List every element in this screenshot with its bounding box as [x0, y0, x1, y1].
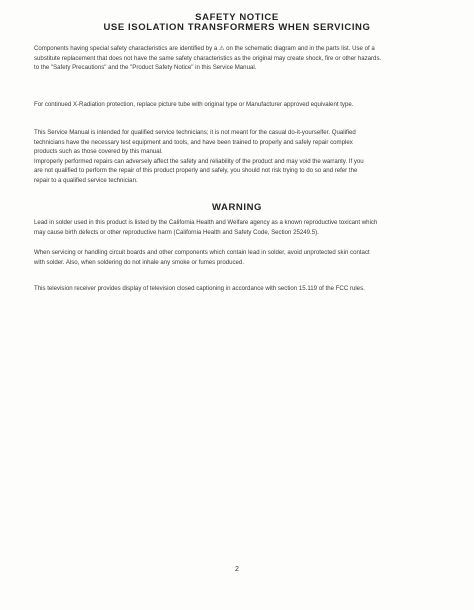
text-line: This Service Manual is intended for qualified service technicians; it is not meant for the casual do-it-yourselfer. Qualified: [34, 129, 356, 136]
warning-paragraph-soldering: [34, 248, 446, 267]
text-line: Lead in solder used in this product is listed by the California Health and Welfare agency as a known reproductive toxicant which: [34, 219, 378, 226]
page-number: 2: [235, 566, 239, 573]
notice-paragraph-captioning: [34, 284, 446, 294]
text-line: with solder. Also, when soldering do not inhale any smoke or fumes produced.: [34, 258, 245, 266]
text-line: repair to a qualified service technician.: [34, 176, 138, 184]
text-line: may cause birth defects or other reproductive harm (California Health and Safety Code, Section 25249.5).: [34, 228, 319, 236]
safety-paragraph-xradiation: [34, 100, 446, 110]
safety-paragraph-components: [34, 44, 446, 73]
text-line: Components having special safety characteristics are identified by a ⚠ on the schematic diagram and in the parts list. Use of a: [34, 45, 375, 52]
safety-paragraph-qualified: [34, 128, 446, 186]
text-line: When servicing or handling circuit boards and other components which contain lead in solder, avoid unprotected skin contact: [34, 249, 370, 256]
warning-title: WARNING: [211, 202, 263, 213]
text-line: technicians have the necessary test equipment and tools, and have been trained to properly and safely repair complex: [34, 138, 353, 146]
warning-paragraph-lead: [34, 218, 446, 237]
text-line: Improperly performed repairs can adversely affect the safety and reliability of the product and may void the warranty. If you: [34, 157, 364, 165]
text-line: are not qualified to perform the repair of this product properly and safely, you should not risk trying to do so and refer the: [34, 167, 358, 175]
text-line: substitute replacement that does not have the same safety characteristics as the original may create shock, fire or other hazards.: [34, 54, 382, 62]
safety-notice-subtitle: USE ISOLATION TRANSFORMERS WHEN SERVICING: [103, 22, 371, 33]
safety-notice-title: SAFETY NOTICE: [195, 12, 279, 23]
text-line: to the "Safety Precautions" and the "Product Safety Notice" in this Service Manual.: [34, 64, 257, 72]
text-line: For continued X-Radiation protection, replace picture tube with original type or Manufacturer approved equivalent type.: [34, 101, 354, 108]
text-line: This television receiver provides display of television closed captioning in accordance with section 15.119 of the FCC rules.: [34, 285, 365, 292]
text-line: products such as those covered by this manual.: [34, 148, 163, 156]
